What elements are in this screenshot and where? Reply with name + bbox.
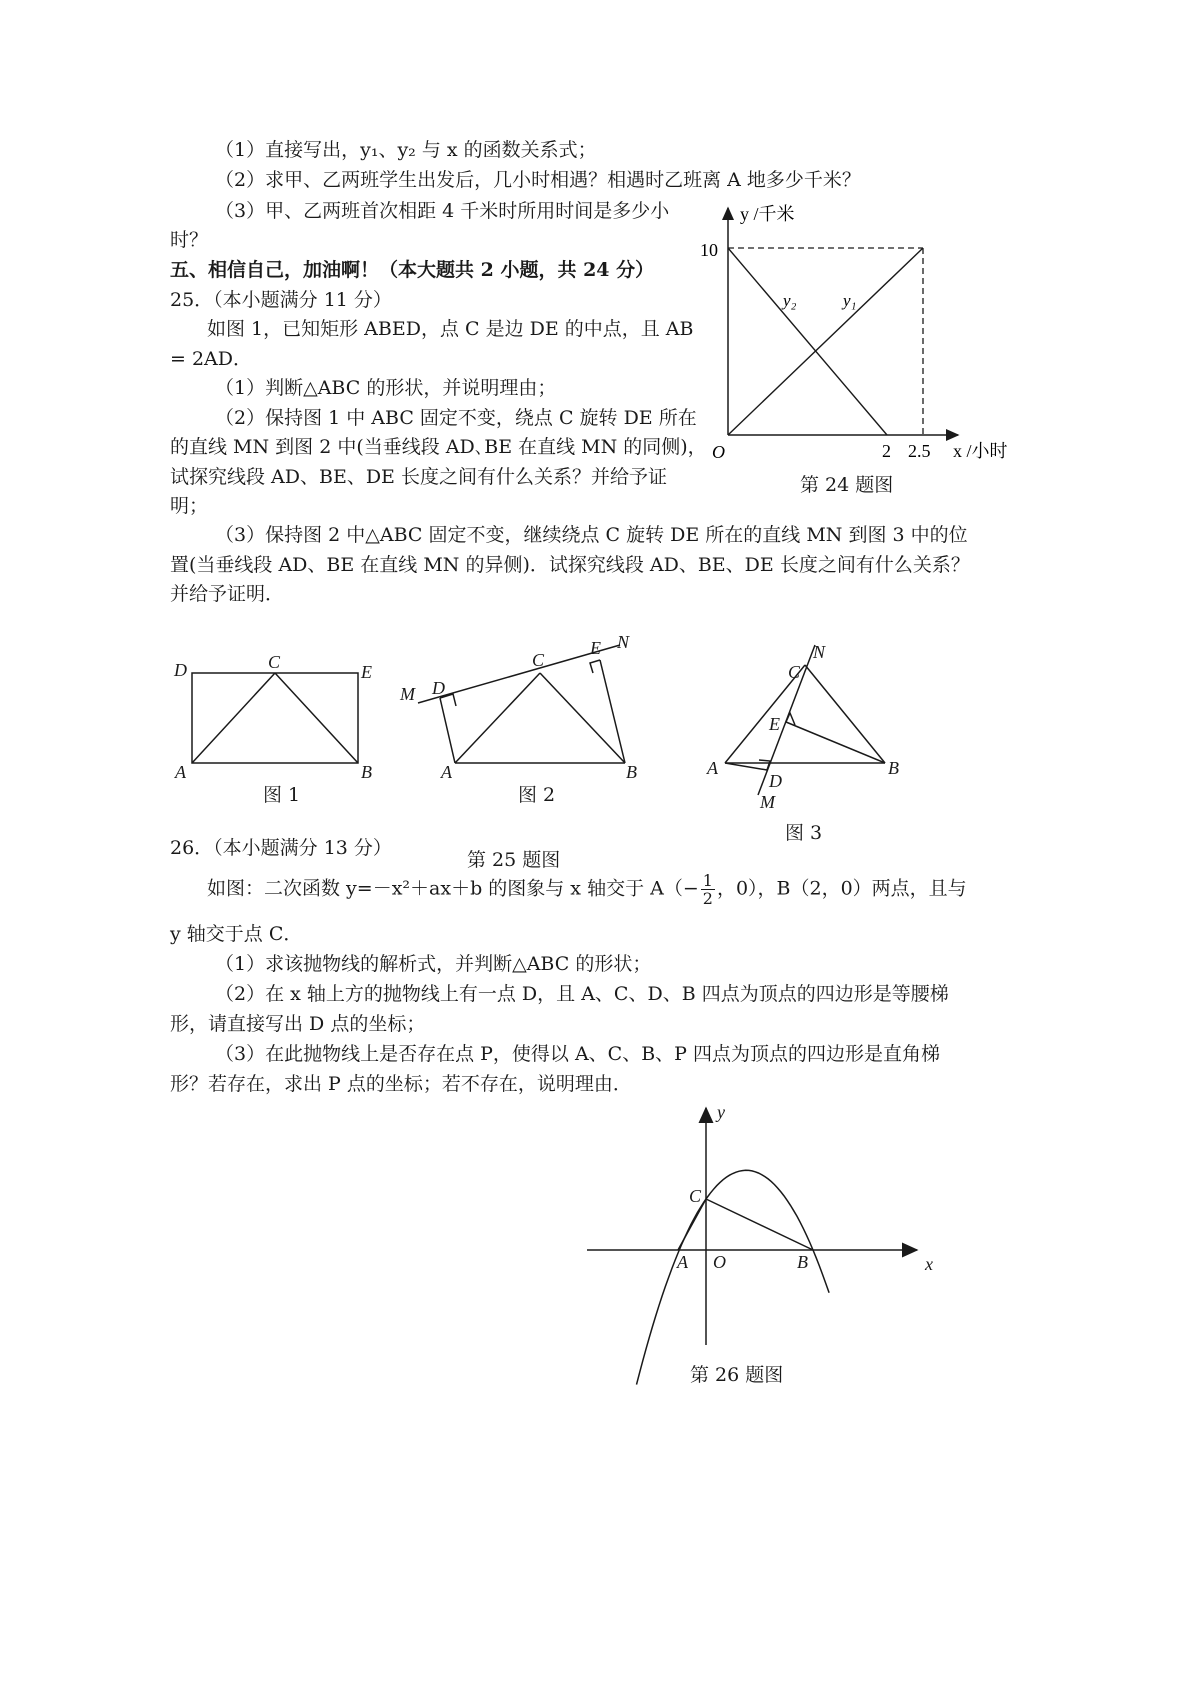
q24-part2: （2）求甲、乙两班学生出发后，几小时相遇？相遇时乙班离 A 地多少千米？ <box>215 169 861 191</box>
fig25-sub3-caption: 图 3 <box>785 822 823 844</box>
fig24-y-axis-label: y /千米 <box>740 204 795 224</box>
fig25-2-B: B <box>626 762 637 782</box>
section-5-heading: 五、相信自己，加油啊！（本大题共 2 小题，共 24 分） <box>170 259 655 281</box>
fig25-caption: 第 25 题图 <box>467 849 561 871</box>
fig26-segment-AC <box>678 1199 706 1250</box>
q25-part3-line2: 置(当垂线段 AD、BE 在直线 MN 的异侧)．试探究线段 AD、BE、DE 长度之间有什么关系？ <box>170 554 970 576</box>
fig24-label-y1: y₁ <box>843 291 857 310</box>
q26-part2-line1: （2）在 x 轴上方的抛物线上有一点 D，且 A、C、D、B 四点为顶点的四边形是等腰梯 <box>215 983 949 1005</box>
q25-part2-line3: 试探究线段 AD、BE、DE 长度之间有什么关系？并给予证 <box>170 466 667 488</box>
fig24-x-tick-2-5: 2.5 <box>908 441 931 461</box>
fig26-segment-CB <box>706 1199 813 1250</box>
fig26-C: C <box>689 1186 702 1206</box>
fig25-2-D: D <box>432 678 445 698</box>
q25-part2-line1: （2）保持图 1 中 ABC 固定不变，绕点 C 旋转 DE 所在 <box>215 407 697 429</box>
fraction-one-half: $\frac{1}{2}$ <box>702 871 713 908</box>
fig25-1-A: A <box>175 762 186 782</box>
figure-24 <box>690 200 1030 500</box>
fig25-1-B: B <box>361 762 372 782</box>
q26-part3-line1: （3）在此抛物线上是否存在点 P，使得以 A、C、B、P 四点为顶点的四边形是直角梯 <box>215 1043 940 1065</box>
fig25-sub1 <box>192 673 358 763</box>
q26-part2-line2: 形，请直接写出 D 点的坐标； <box>170 1013 426 1035</box>
fig25-1-E: E <box>361 662 372 682</box>
fig25-sub2-caption: 图 2 <box>518 784 556 806</box>
fig24-line-y1 <box>728 248 923 435</box>
q25-part1: （1）判断△ABC 的形状，并说明理由； <box>215 377 557 399</box>
fig25-2-N: N <box>617 632 630 652</box>
q25-part2-line4: 明； <box>170 495 209 517</box>
q24-part3-line1: （3）甲、乙两班首次相距 4 千米时所用时间是多少小 <box>215 200 670 222</box>
fig24-label-y2: y₂ <box>783 291 797 310</box>
fig26-O: O <box>713 1252 726 1272</box>
fig25-2-M: M <box>400 684 415 704</box>
figure-26 <box>585 1100 945 1350</box>
fig25-2-E: E <box>590 638 601 658</box>
fig25-sub3 <box>725 645 885 795</box>
fig24-caption: 第 24 题图 <box>800 474 894 496</box>
fig25-sub2 <box>418 645 625 763</box>
fig24-x-tick-2: 2 <box>882 441 891 461</box>
fig26-y-label: y <box>717 1102 725 1122</box>
fig25-sub1-caption: 图 1 <box>263 784 301 806</box>
fig26-parabola <box>637 1170 830 1384</box>
q24-part1: （1）直接写出，y₁、y₂ 与 x 的函数关系式； <box>215 139 597 161</box>
q26-intro-line1: 如图：二次函数 y=－x²＋ax＋b 的图象与 x 轴交于 A（− $\frac{1}{2}$ ，0），B（2，0）两点，且与 <box>207 871 967 908</box>
fig25-3-E: E <box>769 714 780 734</box>
q25-intro-line2: = 2AD． <box>170 348 253 370</box>
fig24-line-y2 <box>728 248 887 435</box>
fig24-x-axis-label: x /小时 <box>953 441 1008 461</box>
fig24-origin: O <box>712 442 725 462</box>
fig25-1-D: D <box>174 660 187 680</box>
q25-intro-line1: 如图 1，已知矩形 ABED，点 C 是边 DE 的中点，且 AB <box>207 318 694 340</box>
fig25-3-B: B <box>888 758 899 778</box>
q26-heading: 26．（本小题满分 13 分） <box>170 837 392 859</box>
q25-part3-line1: （3）保持图 2 中△ABC 固定不变，继续绕点 C 旋转 DE 所在的直线 MN 到图 3 中的位 <box>215 524 968 546</box>
fig25-2-C: C <box>532 650 545 670</box>
q26-intro-line2: y 轴交于点 C． <box>170 923 303 945</box>
fig24-y-tick: 10 <box>700 240 718 260</box>
q26-part3-line2: 形？若存在，求出 P 点的坐标；若不存在，说明理由． <box>170 1073 632 1095</box>
fig26-caption: 第 26 题图 <box>690 1364 784 1386</box>
q24-part3-line2: 时？ <box>170 229 209 251</box>
q25-part3-line3: 并给予证明． <box>170 583 285 605</box>
fig25-3-D: D <box>769 771 782 791</box>
fig25-1-C: C <box>268 652 281 672</box>
fig25-3-C: C <box>788 662 801 682</box>
q25-part2-line2: 的直线 MN 到图 2 中(当垂线段 AD､BE 在直线 MN 的同侧)， <box>170 436 707 458</box>
fig26-A: A <box>677 1252 688 1272</box>
fig25-3-N: N <box>813 642 826 662</box>
figure-25 <box>170 630 950 850</box>
fig25-3-M: M <box>760 792 775 812</box>
q25-heading: 25．（本小题满分 11 分） <box>170 289 392 311</box>
q26-part1: （1）求该抛物线的解析式，并判断△ABC 的形状； <box>215 953 652 975</box>
fig26-B: B <box>797 1252 808 1272</box>
fig25-2-A: A <box>441 762 452 782</box>
fig26-x-label: x <box>925 1254 933 1274</box>
fig25-3-A: A <box>707 758 718 778</box>
